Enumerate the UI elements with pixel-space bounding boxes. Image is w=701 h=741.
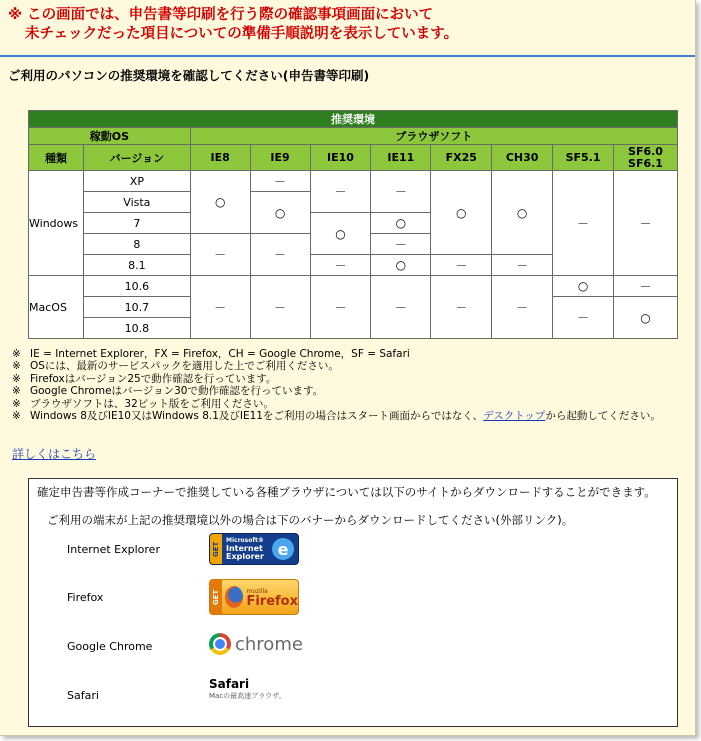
os-type-windows: Windows bbox=[29, 171, 84, 276]
cell-mark: ○ bbox=[310, 213, 371, 255]
col-type-header: 種類 bbox=[29, 145, 84, 171]
note-item: ※ Google Chromeはバージョン30で動作確認を行っています。 bbox=[12, 385, 324, 398]
cell-mark: － bbox=[492, 255, 553, 276]
table-title: 推奨環境 bbox=[29, 111, 678, 128]
cell-mark: － bbox=[553, 297, 614, 339]
os-version-xp: XP bbox=[83, 171, 190, 192]
col-sf6 bbox=[614, 145, 678, 171]
cell-mark: ○ bbox=[553, 276, 614, 297]
browser-download-box bbox=[28, 478, 678, 727]
cell-mark: － bbox=[371, 234, 431, 255]
col-ie11: IE11 bbox=[371, 145, 431, 171]
col-version-header: バージョン bbox=[83, 145, 190, 171]
cell-mark: － bbox=[371, 171, 431, 213]
ie-banner-get: GET bbox=[210, 534, 222, 564]
note-item: ※ ブラウザソフトは、32ビット版をご利用ください。 bbox=[12, 397, 274, 410]
note-item: ※ Windows 8及びIE10又はWindows 8.1及びIE11をご利用の場合はスタート画面からではなく、デスクトップから起動してください。 bbox=[12, 410, 661, 423]
col-fx25: FX25 bbox=[431, 145, 492, 171]
cell-mark: － bbox=[614, 171, 678, 276]
safari-download-banner[interactable] bbox=[209, 677, 286, 701]
cell-mark: － bbox=[190, 276, 250, 339]
cell-mark: ○ bbox=[431, 171, 492, 255]
details-link[interactable]: 詳しくはこちら bbox=[12, 447, 97, 461]
desktop-link[interactable]: デスクトップ bbox=[483, 410, 546, 423]
divider bbox=[0, 55, 695, 57]
note-item: ※ OSには、最新のサービスパックを適用した上でご利用ください。 bbox=[12, 360, 339, 373]
cell-mark: － bbox=[371, 276, 431, 339]
cell-mark: － bbox=[431, 255, 492, 276]
note-item: ※ IE = Internet Explorer，FX = Firefox，CH = Google Chrome，SF = Safari bbox=[12, 348, 410, 360]
note-item: ※ Firefoxはバージョン25で動作確認を行っています。 bbox=[12, 372, 277, 385]
ie-download-banner[interactable]: GET Microsoft® Internet Explorer e bbox=[209, 533, 299, 565]
notes-list bbox=[12, 348, 692, 422]
cell-mark: ○ bbox=[371, 255, 431, 276]
os-version-10-8: 10.8 bbox=[83, 318, 190, 339]
cell-mark: ○ bbox=[492, 171, 553, 255]
col-ch30: CH30 bbox=[492, 145, 553, 171]
cell-mark: ○ bbox=[371, 213, 431, 234]
recommended-environment-table bbox=[28, 110, 678, 339]
browser-group-header: ブラウザソフト bbox=[190, 128, 677, 145]
os-group-header: 稼動OS bbox=[29, 128, 191, 145]
cell-mark: ○ bbox=[614, 297, 678, 339]
cell-mark: － bbox=[250, 234, 310, 276]
cell-mark: － bbox=[431, 276, 492, 339]
browser-name-ie: Internet Explorer bbox=[67, 543, 160, 556]
cell-mark: － bbox=[310, 171, 371, 213]
firefox-banner-get: GET bbox=[210, 580, 222, 614]
os-version-8-1: 8.1 bbox=[83, 255, 190, 276]
col-ie10: IE10 bbox=[310, 145, 371, 171]
col-ie8: IE8 bbox=[190, 145, 250, 171]
os-version-10-6: 10.6 bbox=[83, 276, 190, 297]
download-intro: 確定申告書等作成コーナーで推奨している各種ブラウザについては以下のサイトからダウンロードすることができます。 bbox=[37, 485, 656, 499]
os-version-8: 8 bbox=[83, 234, 190, 255]
page-heading: ご利用のパソコンの推奨環境を確認してください(申告書等印刷) bbox=[8, 68, 370, 83]
cell-mark: ○ bbox=[190, 171, 250, 234]
browser-name-chrome: Google Chrome bbox=[67, 640, 153, 653]
os-version-vista: Vista bbox=[83, 192, 190, 213]
browser-name-firefox: Firefox bbox=[67, 591, 104, 604]
notice-line-2: 未チェックだった項目についての準備手順説明を表示しています。 bbox=[25, 26, 459, 42]
col-sf61-label: SF6.1 bbox=[628, 156, 663, 170]
cell-mark: － bbox=[190, 234, 250, 276]
browser-name-safari: Safari bbox=[67, 689, 99, 702]
cell-mark: － bbox=[250, 276, 310, 339]
cell-mark: － bbox=[614, 276, 678, 297]
os-type-macos: MacOS bbox=[29, 276, 84, 339]
cell-mark: － bbox=[310, 276, 371, 339]
firefox-logo-icon bbox=[225, 586, 243, 608]
cell-mark: － bbox=[250, 171, 310, 192]
safari-banner-title: Safari bbox=[209, 677, 250, 691]
ie-logo-icon: e bbox=[272, 538, 294, 560]
cell-mark: － bbox=[310, 255, 371, 276]
notice-line-1: ※ この画面では、申告書等印刷を行う際の確認事項画面において bbox=[8, 7, 434, 23]
col-sf60-label: SF6.0 bbox=[628, 144, 663, 158]
chrome-logo-icon bbox=[209, 633, 231, 655]
recommended-environment-table-wrap bbox=[28, 110, 678, 339]
firefox-download-banner[interactable]: GET mozilla Firefox bbox=[209, 579, 299, 615]
cell-mark: ○ bbox=[250, 192, 310, 234]
col-sf51: SF5.1 bbox=[553, 145, 614, 171]
cell-mark: － bbox=[492, 276, 553, 339]
notice-text bbox=[8, 6, 688, 44]
cell-mark: － bbox=[553, 171, 614, 276]
os-version-7: 7 bbox=[83, 213, 190, 234]
os-version-10-7: 10.7 bbox=[83, 297, 190, 318]
download-instruction: ご利用の端末が上記の推奨環境以外の場合は下のバナーからダウンロードしてください(外部リンク)。 bbox=[47, 513, 574, 527]
safari-banner-tagline: Macの最高速ブラウザ。 bbox=[209, 692, 286, 700]
col-ie9: IE9 bbox=[250, 145, 310, 171]
chrome-download-banner[interactable]: chrome bbox=[209, 629, 303, 659]
